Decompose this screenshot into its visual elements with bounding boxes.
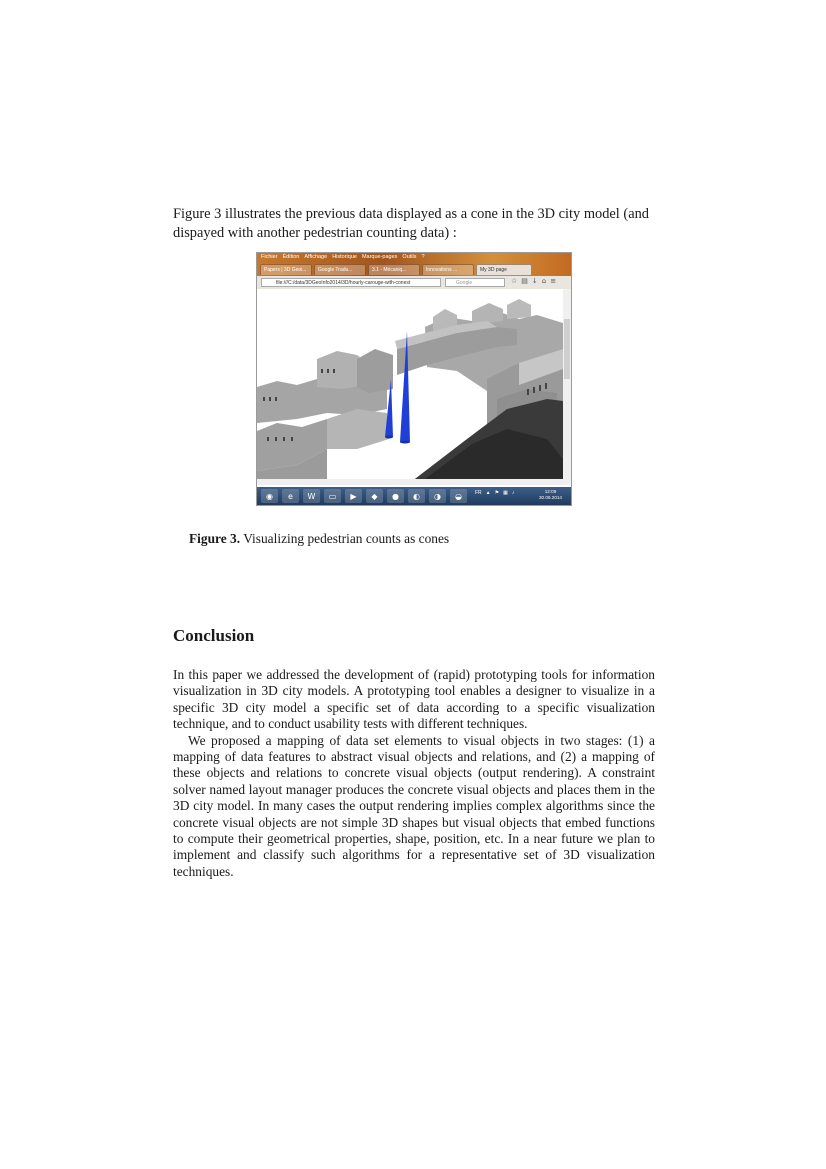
app-icon: ◑ <box>429 489 446 503</box>
word-icon: W <box>303 489 320 503</box>
browser-tab: Google Tradu... <box>314 264 366 275</box>
tray-arrow-icon: ▲ <box>485 490 491 496</box>
menu-icon: ≡ <box>550 277 557 285</box>
menu-item: Historique <box>332 254 357 260</box>
clock-time: 12:09 <box>544 489 557 494</box>
browser-tab: Papers | 3D Geoi... <box>260 264 312 275</box>
vertical-scrollbar <box>563 289 571 485</box>
city-model-3d-view <box>257 289 571 485</box>
home-icon: ⌂ <box>541 277 547 285</box>
browser-url-row <box>257 276 571 289</box>
star-icon: ☆ <box>511 277 518 285</box>
figure-caption <box>189 531 449 547</box>
paragraph: We proposed a mapping of data set elements to visual objects in two stages: (1) a mapping of data features to abstract visual objects and relations, and (2) a mapping of these objects and relations to concrete visual objects (output rendering). A constraint solver named layout manager produces the concrete visual objects and places them in the 3D city model. In many cases the output rendering implies complex algorithms since the concrete visual objects are not simple 3D shapes but visual objects that embed functions to compute their geometrical properties, shape, position, etc. In a near future we plan to implement and classify such algorithms for a representative set of 3D visualization techniques. <box>173 732 655 879</box>
start-orb-icon: ◉ <box>261 489 278 503</box>
horizontal-scrollbar <box>257 479 563 485</box>
conclusion-body <box>173 667 655 880</box>
network-icon: ▦ <box>503 490 508 496</box>
browser-chrome <box>257 253 571 289</box>
browser-tab-active: My 3D page <box>476 264 532 275</box>
menu-item: Marque-pages <box>361 254 398 260</box>
intro-paragraph: Figure 3 illustrates the previous data displayed as a cone in the 3D city model (and dispayed with another pedestrian counting data) : <box>173 206 649 241</box>
menu-item: Édition <box>282 254 300 260</box>
figure-3-screenshot <box>256 252 572 506</box>
folder-icon: ▭ <box>324 489 341 503</box>
paragraph: In this paper we addressed the development of (rapid) prototyping tools for information visualization in 3D city models. A prototyping tool enables a designer to visualize in a specific 3D city model a specific set of data according to a specific visualization technique, and to conduct usability tests with different techniques. <box>173 667 655 732</box>
browser-ie-icon: e <box>282 489 299 503</box>
menu-item: Outils <box>402 254 417 260</box>
download-icon: ↓ <box>531 277 538 285</box>
caption-label: Figure 3. <box>189 531 241 546</box>
flag-icon: ⚑ <box>494 490 500 496</box>
browser-tabs <box>260 264 532 276</box>
windows-taskbar <box>257 487 571 505</box>
taskbar-icons <box>261 489 467 503</box>
caption-text: Visualizing pedestrian counts as cones <box>243 531 450 546</box>
firefox-icon: ● <box>387 489 404 503</box>
clipboard-icon: ▤ <box>521 277 528 285</box>
app-icon: ◆ <box>366 489 383 503</box>
clock-date: 30.06.2014 <box>539 495 562 500</box>
url-bar: file:///C:/data/3DGeoInfo2014/3D/hourly-carouge-with-conest <box>261 278 441 287</box>
media-icon: ▶ <box>345 489 362 503</box>
menu-item: ? <box>421 254 425 260</box>
cone-base <box>400 441 410 444</box>
cone-base <box>385 436 393 439</box>
system-tray <box>475 490 514 496</box>
app-icon: ◐ <box>408 489 425 503</box>
language-indicator: FR <box>475 490 482 496</box>
volume-icon: ♪ <box>511 490 515 496</box>
menu-item: Affichage <box>304 254 328 260</box>
browser-menubar <box>261 254 425 263</box>
browser-tab: Innovations ... <box>422 264 474 275</box>
browser-nav-icons <box>511 277 556 285</box>
section-heading: Conclusion <box>173 626 255 645</box>
app-icon: ◒ <box>450 489 467 503</box>
taskbar-clock <box>539 489 562 501</box>
menu-item: Fichier <box>261 254 278 260</box>
scrollbar-thumb <box>564 319 570 379</box>
browser-tab: 3.1 - Mécaniq... <box>368 264 420 275</box>
search-box: Google <box>445 278 505 287</box>
